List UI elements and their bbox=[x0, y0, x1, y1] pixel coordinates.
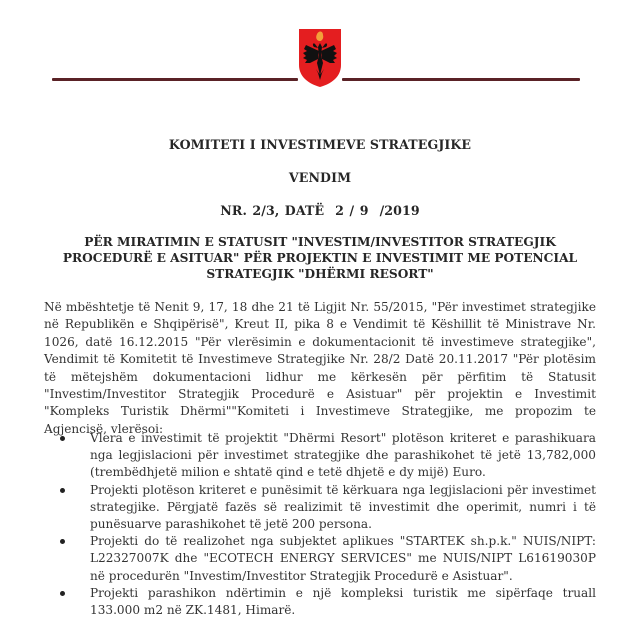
header-rule-left bbox=[52, 78, 298, 81]
decision-month: 9 bbox=[359, 203, 369, 218]
list-item bbox=[56, 585, 596, 619]
decision-title: PËR MIRATIMIN E STATUSIT "INVESTIM/INVESTITOR STRATEGJIK PROCEDURË E ASITUAR" PËR PROJEKTIN E INVESTIMIT ME POTENCIAL STRATEGJIK "DHËRMI RESORT" bbox=[62, 235, 578, 281]
list-item bbox=[56, 533, 596, 585]
list-item bbox=[56, 482, 596, 534]
list-item-text: Projekti do të realizohet nga subjektet aplikues "STARTEK sh.p.k." NUIS/NIPT: L22327007K dhe "ECOTECH ENERGY SERVICES" me NUIS/NIPT L61619030P në procedurën "Investim/Investitor Strategjik Procedurë e Asistuar". bbox=[90, 534, 596, 583]
decision-day: 2 bbox=[335, 203, 345, 218]
bullet-icon bbox=[60, 539, 65, 544]
decision-number-prefix: NR. 2/3, DATË bbox=[220, 203, 325, 218]
list-item-text: Projekti parashikon ndërtimin e një kompleksi turistik me sipërfaqe truall 133.000 m2 në ZK.1481, Himarë. bbox=[90, 585, 596, 618]
list-item-text: Projekti plotëson kriteret e punësimit të kërkuara nga legjislacioni për investimet strategjike. Përgjatë fazës së realizimit të investimit dhe operimit, numri i të punësuarve parashikohet të jetë 200 persona. bbox=[90, 482, 596, 532]
document-type: VENDIM bbox=[288, 170, 352, 185]
decision-number: NR. 2/3, DATË 2 / 9 /2019 bbox=[220, 203, 420, 218]
list-item-text: Vlera e investimit të projektit "Dhërmi Resort" plotëson kriteret e parashikuara nga legjislacioni për investimet strategjike dhe parashikohet të jetë 13,782,000 (trembëdhjetë milion e shtatë qind e tetë dhjetë e dy mijë) Euro. bbox=[90, 431, 596, 480]
albanian-coat-of-arms-icon bbox=[294, 25, 346, 91]
committee-name: KOMITETI I INVESTIMEVE STRATEGJIKE bbox=[168, 137, 472, 152]
intro-paragraph: Në mbështetje të Nenit 9, 17, 18 dhe 21 të Ligjit Nr. 55/2015, "Për investimet strategjike në Republikën e Shqipërisë", Kreut II, pika 8 e Vendimit të Këshillit të Ministrave Nr. 1026, datë 16.12.2015 "Për vlerësimin e dokumentacionit të investimeve strategjike", Vendimit të Komitetit të Investimeve Strategjike Nr. 28/2 Datë 20.11.2017 "Për plotësim të mëtejshëm dokumentacioni lidhur me kërkesën për përfitim të Statusit "Investim/Investitor Strategjik Procedurë e Asistuar" për projektin e Investimit "Kompleks Turistik Dhërmi""Komiteti i Investimeve Strategjike, me propozim te Agjencisë, vlerësoi: bbox=[44, 300, 596, 436]
decision-year: 2019 bbox=[384, 203, 420, 218]
bullet-icon bbox=[60, 488, 65, 493]
header-rule-right bbox=[342, 78, 580, 81]
assessment-list bbox=[56, 430, 596, 619]
bullet-icon bbox=[60, 591, 65, 596]
list-item bbox=[56, 430, 596, 482]
bullet-icon bbox=[60, 436, 65, 441]
